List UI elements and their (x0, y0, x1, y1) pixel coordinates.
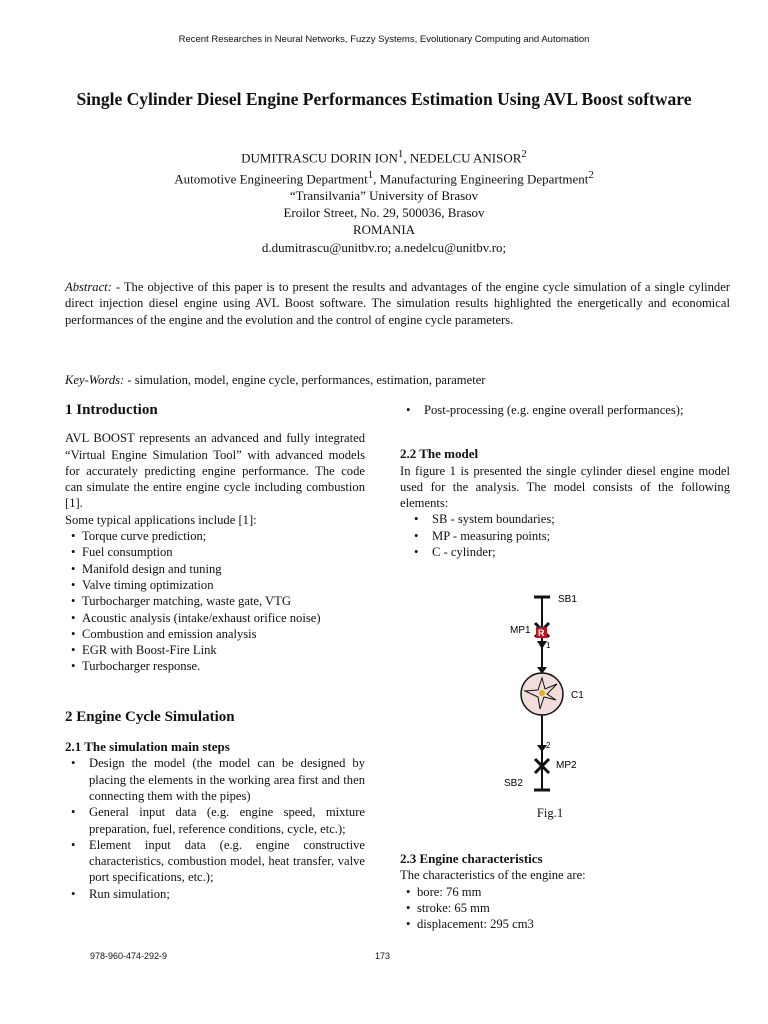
bullet-icon: • (406, 884, 411, 899)
figure-caption: Fig.1 (536, 806, 564, 820)
list-item (65, 577, 365, 593)
sup: 1 (367, 168, 374, 181)
bullet-icon: • (71, 594, 76, 609)
page-number: 173 (375, 951, 391, 961)
list-item-text: General input data (e.g. engine speed, mixture preparation, fuel, reference conditions, cycle, etc.); (89, 805, 365, 836)
list-item-text: Combustion and emission analysis (82, 626, 257, 641)
characteristics-list (400, 884, 730, 933)
address: Eroilor Street, No. 29, 500036, Brasov (283, 205, 485, 221)
bullet-icon: • (406, 403, 411, 417)
list-item (408, 528, 730, 544)
list-item-text: Run simulation; (89, 886, 170, 901)
list-item (65, 755, 365, 804)
list-item (65, 886, 365, 902)
sup: 1 (397, 148, 404, 160)
author-1: DUMITRASCU DORIN ION (241, 150, 398, 166)
sup: 2 (588, 168, 594, 181)
list-item (400, 916, 730, 932)
author-block (60, 146, 708, 256)
mp2-label: MP2 (556, 760, 577, 771)
list-item-text: C - cylinder; (432, 545, 496, 560)
engine-model-diagram (490, 585, 610, 800)
isbn: 978-960-474-292-9 (90, 951, 168, 961)
section-2-1-heading: 2.1 The simulation main steps (65, 739, 230, 755)
list-item-text: Element input data (e.g. engine constructive characteristics, combustion model, heat transfer, valve port specifications, etc.); (89, 837, 365, 885)
list-item-text: stroke: 65 mm (417, 900, 490, 915)
intro-list-lead: Some typical applications include [1]: (65, 512, 257, 527)
section-1-heading: 1 Introduction (65, 402, 158, 418)
list-item-text: EGR with Boost-Fire Link (82, 643, 217, 658)
engine-characteristics (400, 851, 730, 932)
pipe2-label: 2 (546, 741, 551, 750)
model-paragraph: In figure 1 is presented the single cylinder diesel engine model used for the analysis. The model consists of the following elements: (400, 463, 730, 511)
list-item-text: SB - system boundaries; (432, 512, 555, 527)
bullet-icon: • (71, 886, 76, 901)
bullet-icon: • (71, 610, 76, 625)
list-item (65, 528, 365, 544)
list-item (400, 884, 730, 900)
university: “Transilvania” University of Brasov (289, 188, 479, 204)
list-item (65, 658, 365, 674)
list-item (400, 402, 730, 418)
list-item (400, 900, 730, 916)
steps-list (65, 755, 365, 902)
bullet-icon: • (71, 643, 76, 658)
characteristics-lead: The characteristics of the engine are: (400, 868, 586, 883)
bullet-icon: • (71, 626, 76, 641)
list-item (408, 511, 730, 527)
abstract (65, 279, 730, 328)
bullet-icon: • (71, 659, 76, 674)
abstract-label: Abstract: (65, 280, 112, 294)
abstract-text: - The objective of this paper is to present the results and advantages of the engine cycle simulation of a single cylinder direct injection diesel engine using AVL Boost software. The simulation results highlighted the energetically and economical performances of the engine and the evolution and the control of engine cycle parameters. (65, 280, 730, 327)
keywords-text: - simulation, model, engine cycle, performances, estimation, parameter (124, 373, 486, 387)
list-item-text: Valve timing optimization (82, 577, 214, 592)
paper-title: Single Cylinder Diesel Engine Performances Estimation Using AVL Boost software (76, 89, 692, 109)
author-2: NEDELCU ANISOR (409, 150, 522, 166)
list-item (65, 626, 365, 642)
bullet-icon: • (406, 900, 411, 915)
restriction-label: R (538, 628, 545, 638)
list-item (65, 837, 365, 886)
model-elements-list (400, 511, 730, 560)
bullet-icon: • (71, 561, 76, 576)
emails[interactable]: d.dumitrascu@unitbv.ro; a.nedelcu@unitbv.ro; (261, 239, 507, 255)
list-item-text: Fuel consumption (82, 545, 173, 560)
section-2-2-heading: 2.2 The model (400, 446, 479, 462)
pipe1-label: 1 (546, 641, 551, 650)
steps-list-continued (400, 402, 730, 418)
bullet-icon: • (71, 529, 76, 544)
section-2-heading: 2 Engine Cycle Simulation (65, 708, 235, 725)
left-column (65, 402, 365, 902)
author-names (60, 146, 708, 167)
applications-list (65, 528, 365, 675)
right-column (400, 402, 730, 560)
list-item-text: Torque curve prediction; (82, 529, 207, 544)
bullet-icon: • (71, 837, 76, 852)
sb1-label: SB1 (558, 594, 577, 605)
list-item-text: Acoustic analysis (intake/exhaust orifice noise) (82, 610, 321, 625)
list-item-text: MP - measuring points; (432, 528, 551, 543)
list-item-text: Post-processing (e.g. engine overall performances); (424, 403, 684, 417)
list-item (65, 642, 365, 658)
bullet-icon: • (414, 512, 419, 527)
list-item-text: Design the model (the model can be designed by placing the elements in the working area first and then connecting them with the pipes) (89, 756, 365, 803)
bullet-icon: • (71, 577, 76, 592)
bullet-icon: • (71, 545, 76, 560)
list-item-text: Turbocharger matching, waste gate, VTG (82, 594, 291, 609)
mp1-label: MP1 (510, 625, 531, 636)
bullet-icon: • (414, 528, 419, 543)
keywords (65, 372, 730, 388)
sup: 2 (521, 148, 527, 160)
bullet-icon: • (71, 805, 76, 820)
running-header: Recent Researches in Neural Networks, Fuzzy Systems, Evolutionary Computing and Automation (178, 34, 590, 45)
c1-label: C1 (571, 690, 584, 701)
list-item (65, 610, 365, 626)
list-item (65, 593, 365, 609)
dept-1: Automotive Engineering Department (174, 170, 368, 186)
keywords-label: Key-Words: (65, 373, 125, 387)
dept-2: Manufacturing Engineering Department (379, 170, 589, 186)
list-item-text: bore: 76 mm (417, 884, 482, 899)
list-item-text: Turbocharger response. (82, 659, 201, 674)
list-item-text: Manifold design and tuning (82, 561, 222, 576)
list-item (65, 804, 365, 837)
list-item (65, 544, 365, 560)
bullet-icon: • (414, 545, 419, 560)
list-item-text: displacement: 295 cm3 (417, 917, 534, 932)
list-item (408, 544, 730, 560)
country: ROMANIA (352, 222, 416, 238)
section-2-3-heading: 2.3 Engine characteristics (400, 851, 543, 866)
sb2-label: SB2 (504, 778, 523, 789)
affiliations (60, 167, 708, 188)
bullet-icon: • (71, 756, 76, 771)
intro-paragraph: AVL BOOST represents an advanced and fully integrated “Virtual Engine Simulation Tool” with advanced models for accurately predicting engine performance. The code can simulate the entire engine cycle including combustion [1]. (65, 431, 365, 511)
sep: , (373, 170, 380, 186)
bullet-icon: • (406, 917, 411, 932)
list-item (65, 561, 365, 577)
sep: , (403, 150, 410, 166)
